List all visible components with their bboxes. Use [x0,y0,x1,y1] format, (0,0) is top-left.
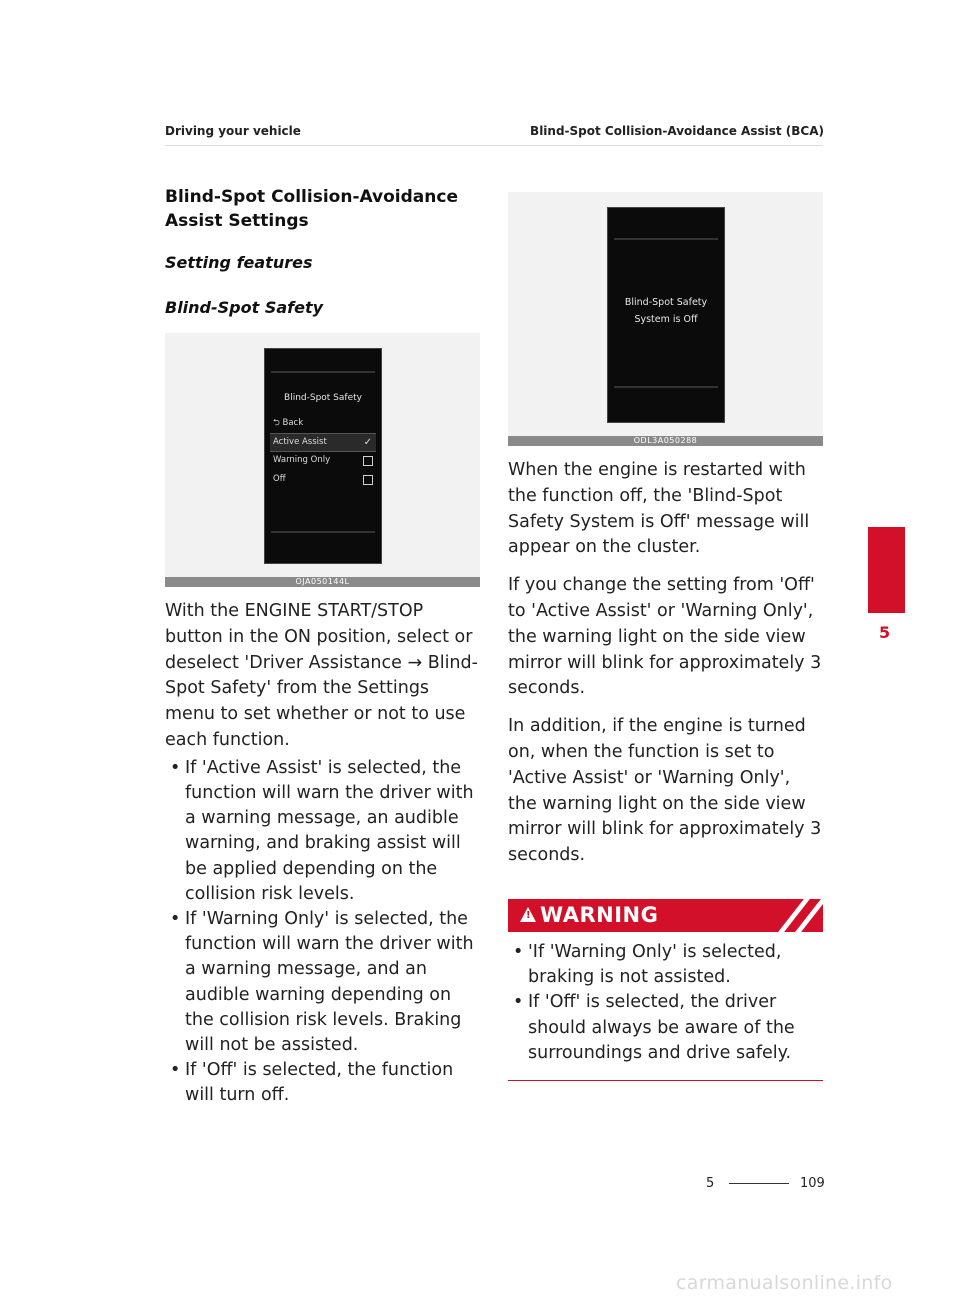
warning-label: WARNING [540,902,659,927]
figure-settings-menu [165,333,480,587]
footer-chapter: 5 [706,1176,715,1191]
intro-paragraph: With the ENGINE START/STOP button in the ON position, select or deselect 'Driver Assistance → Blind-Spot Safety' from the Settings menu to set whether or not to use each function. [165,601,478,750]
running-header-left: Driving your vehicle [165,124,301,138]
warning-list [508,940,823,1066]
stripe-decoration [778,899,810,932]
screen-divider [271,531,375,533]
list-item: • If 'Active Assist' is selected, the function will warn the driver with a warning message, an audible warning, and braking assist will be applied depending on the collision risk levels. [170,757,474,904]
cluster-message: Blind-Spot Safety System is Off [624,297,708,325]
figure-code: OJA050144L [165,577,480,587]
list-item: • 'If 'Warning Only' is selected, braking is not assisted. [513,941,782,988]
paragraph: If you change the setting from 'Off' to 'Active Assist' or 'Warning Only', the warning light on the side view mirror will blink for approximately 3 seconds. [508,575,822,699]
chapter-tab-number: 5 [879,623,891,642]
right-column [508,192,823,1081]
menu-item-label: ⮌ Back [273,418,304,428]
watermark: carmanualsonline.info [676,1272,893,1294]
screen-divider [271,371,375,373]
list-item: • If 'Warning Only' is selected, the function will warn the driver with a warning message, and an audible warning depending on the collision risk levels. Braking will not be assisted. [170,909,474,1056]
menu-item-warning-only [270,452,376,469]
list-item: • If 'Off' is selected, the function will turn off. [170,1060,454,1106]
warning-end-rule [508,1080,823,1081]
cluster-screen [607,207,725,423]
screen-divider [614,238,718,240]
list-item: • If 'Off' is selected, the driver should always be aware of the surroundings and drive safely. [513,992,795,1063]
menu-item-label: Warning Only [273,455,331,465]
left-column [165,185,480,1109]
menu-item-active-assist [270,433,376,452]
cluster-screen [264,348,382,564]
screen-divider [614,386,718,388]
checkbox-icon [363,456,373,466]
feature-title: Blind-Spot Safety [165,298,324,317]
screen-title: Blind-Spot Safety [284,393,362,403]
menu-item-back [270,415,376,432]
warning-banner: ! WARNING [508,899,823,932]
option-list [165,756,480,1109]
paragraph: When the engine is restarted with the function off, the 'Blind-Spot Safety System is Off' message will appear on the cluster. [508,460,810,558]
checkmark-icon: ✓ [363,437,372,448]
menu-item-label: Off [273,474,286,484]
page-number: 109 [800,1176,825,1191]
checkbox-icon [363,475,373,485]
paragraph: In addition, if the engine is turned on, when the function is set to 'Active Assist' or 'Warning Only', the warning light on the side view mirror will blink for approximately 3 seconds. [508,716,822,866]
header-divider [165,145,823,146]
footer-divider [729,1183,789,1184]
section-subtitle: Setting features [165,253,313,272]
figure-system-off-message [508,192,823,446]
menu-item-label: Active Assist [273,437,327,447]
menu-item-off [270,471,376,488]
figure-code: ODL3A050288 [508,436,823,446]
chapter-tab [868,527,905,613]
section-title: Blind-Spot Collision-Avoidance Assist Settings [165,187,458,231]
running-header-right: Blind-Spot Collision-Avoidance Assist (BCA) [530,124,824,138]
